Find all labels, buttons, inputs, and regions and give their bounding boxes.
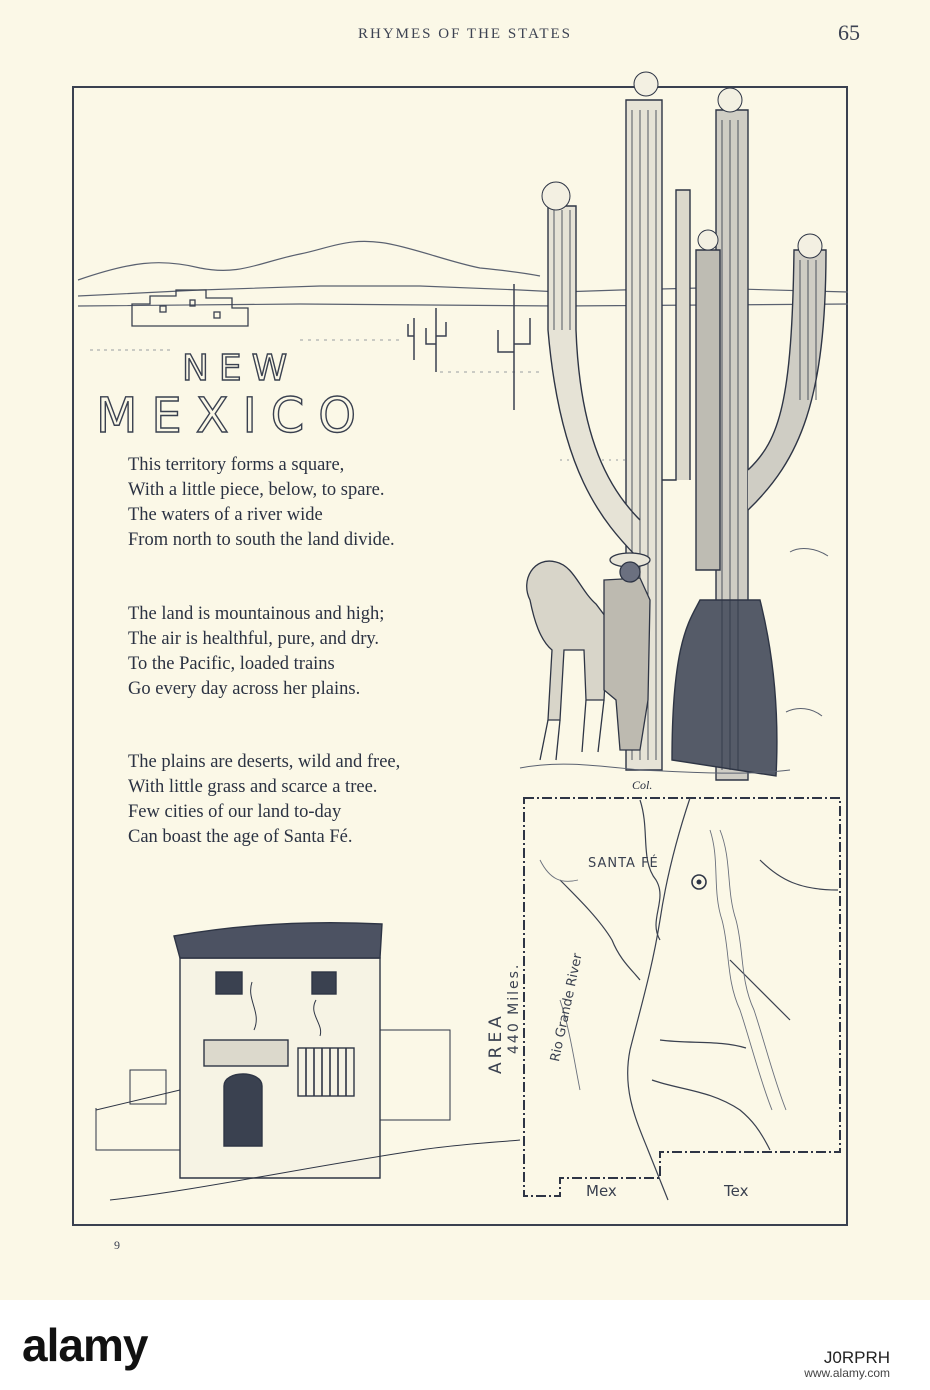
map-label-texas: Tex <box>724 1182 749 1200</box>
small-cacti <box>408 284 530 410</box>
stock-image-id: J0RPRH <box>823 1348 890 1367</box>
artist-signature: Col. <box>632 778 653 792</box>
poem-line: This territory forms a square, <box>128 455 345 475</box>
poem-line: Go every day across her plains. <box>128 679 361 699</box>
poem-line: Can boast the age of Santa Fé. <box>128 827 353 847</box>
horse-and-rider-drawing <box>527 553 650 760</box>
page-number: 65 <box>838 20 860 45</box>
pueblo-drawing <box>132 290 248 326</box>
title-line-1: NEW <box>182 348 298 389</box>
poem-line: With a little piece, below, to spare. <box>128 480 385 500</box>
poem-line: With little grass and scarce a tree. <box>128 777 378 797</box>
title-line-2: MEXICO <box>96 388 371 444</box>
map-label-river: Rio Grande River <box>548 951 586 1064</box>
poem-stanza-2 <box>128 602 384 702</box>
map-label-area: AREA <box>486 1012 506 1074</box>
poem-line: From north to south the land divide. <box>128 530 395 550</box>
poem-line: The waters of a river wide <box>128 505 323 525</box>
poem-line: The air is healthful, pure, and dry. <box>128 629 380 649</box>
map-label-capital: SANTA FÉ <box>588 856 659 871</box>
stock-site-url: www.alamy.com <box>804 1366 890 1380</box>
poem-stanza-3 <box>128 750 400 850</box>
poem-line: To the Pacific, loaded trains <box>128 654 335 674</box>
adobe-house-drawing <box>96 923 520 1200</box>
signature-mark: 9 <box>114 1238 120 1252</box>
poem-line: The plains are deserts, wild and free, <box>128 752 401 772</box>
running-head: RHYMES OF THE STATES <box>358 26 572 42</box>
stock-brand-logo: alamy <box>22 1319 148 1371</box>
map-label-mexico: Mex <box>586 1182 617 1200</box>
poem-line: The land is mountainous and high; <box>128 604 385 624</box>
poem-line: Few cities of our land to-day <box>128 802 342 822</box>
poem-stanza-1 <box>128 453 395 553</box>
map-label-area-value: 440 Miles. <box>506 962 522 1054</box>
